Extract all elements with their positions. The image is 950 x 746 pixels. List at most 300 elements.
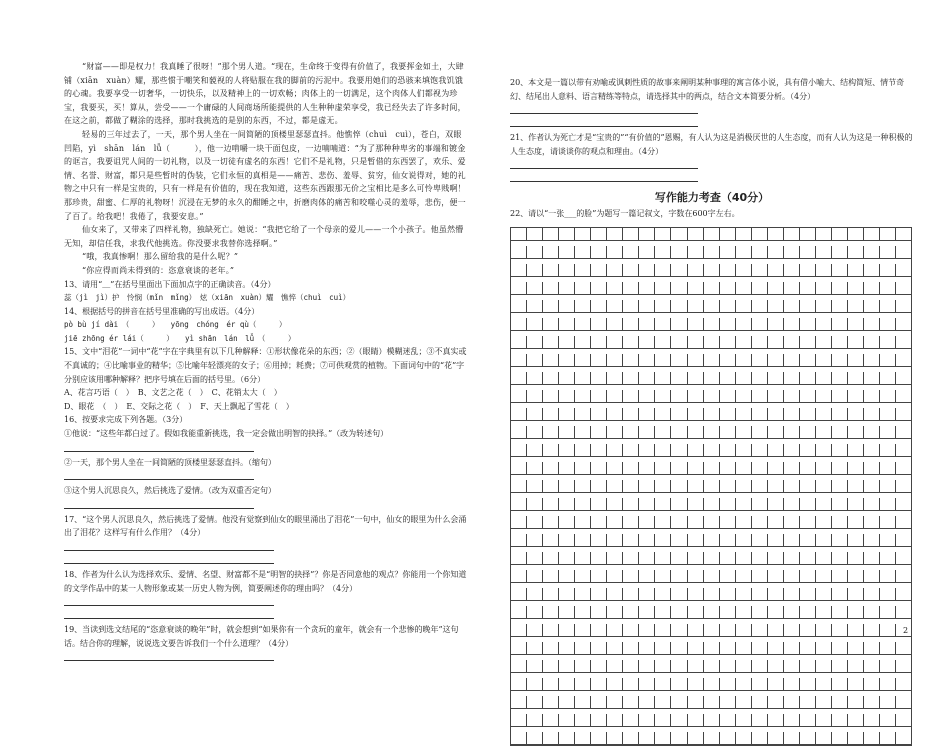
grid-cell[interactable] [655,660,671,672]
grid-cell[interactable] [671,372,687,384]
grid-cell[interactable] [752,642,768,654]
grid-cell[interactable] [543,444,559,456]
grid-cell[interactable] [784,408,800,420]
grid-cell[interactable] [591,336,607,348]
grid-cell[interactable] [623,552,639,564]
grid-cell[interactable] [736,372,752,384]
grid-cell[interactable] [896,642,911,654]
grid-cell[interactable] [864,516,880,528]
grid-cell[interactable] [591,534,607,546]
grid-cell[interactable] [655,228,671,240]
grid-cell[interactable] [832,498,848,510]
grid-cell[interactable] [784,642,800,654]
grid-cell[interactable] [752,552,768,564]
grid-cell[interactable] [864,606,880,618]
grid-cell[interactable] [559,426,575,438]
grid-cell[interactable] [511,516,527,528]
grid-cell[interactable] [816,516,832,528]
grid-cell[interactable] [559,372,575,384]
grid-cell[interactable] [896,534,911,546]
grid-cell[interactable] [800,282,816,294]
grid-cell[interactable] [896,696,911,708]
grid-cell[interactable] [623,336,639,348]
grid-cell[interactable] [848,408,864,420]
grid-cell[interactable] [752,336,768,348]
grid-cell[interactable] [832,390,848,402]
grid-cell[interactable] [768,426,784,438]
grid-cell[interactable] [639,264,655,276]
grid-cell[interactable] [671,606,687,618]
grid-cell[interactable] [816,498,832,510]
grid-cell[interactable] [896,660,911,672]
grid-cell[interactable] [736,318,752,330]
grid-cell[interactable] [591,624,607,636]
grid-cell[interactable] [864,264,880,276]
grid-cell[interactable] [655,606,671,618]
grid-cell[interactable] [736,696,752,708]
grid-cell[interactable] [800,246,816,258]
grid-cell[interactable] [784,462,800,474]
grid-cell[interactable] [543,408,559,420]
grid-cell[interactable] [848,606,864,618]
grid-cell[interactable] [655,408,671,420]
grid-cell[interactable] [832,444,848,456]
grid-cell[interactable] [832,246,848,258]
grid-cell[interactable] [864,714,880,726]
grid-cell[interactable] [688,264,704,276]
grid-cell[interactable] [784,336,800,348]
grid-cell[interactable] [688,624,704,636]
grid-cell[interactable] [816,228,832,240]
grid-cell[interactable] [848,642,864,654]
grid-cell[interactable] [623,606,639,618]
grid-cell[interactable] [752,606,768,618]
grid-cell[interactable] [655,300,671,312]
grid-cell[interactable] [559,246,575,258]
grid-cell[interactable] [704,408,720,420]
grid-cell[interactable] [800,660,816,672]
grid-cell[interactable] [720,480,736,492]
grid-cell[interactable] [527,354,543,366]
grid-cell[interactable] [784,318,800,330]
grid-cell[interactable] [720,408,736,420]
grid-cell[interactable] [543,678,559,690]
grid-cell[interactable] [607,354,623,366]
grid-cell[interactable] [511,228,527,240]
grid-cell[interactable] [768,642,784,654]
grid-cell[interactable] [623,642,639,654]
grid-cell[interactable] [752,498,768,510]
grid-cell[interactable] [511,408,527,420]
grid-cell[interactable] [816,390,832,402]
grid-cell[interactable] [559,516,575,528]
grid-cell[interactable] [816,444,832,456]
grid-cell[interactable] [816,696,832,708]
grid-cell[interactable] [688,228,704,240]
grid-cell[interactable] [623,462,639,474]
grid-cell[interactable] [704,606,720,618]
grid-cell[interactable] [607,516,623,528]
grid-cell[interactable] [511,264,527,276]
grid-cell[interactable] [671,354,687,366]
grid-cell[interactable] [896,516,911,528]
grid-cell[interactable] [639,678,655,690]
grid-cell[interactable] [575,318,591,330]
grid-cell[interactable] [688,354,704,366]
grid-cell[interactable] [768,300,784,312]
answer-line[interactable] [64,500,254,509]
grid-cell[interactable] [543,552,559,564]
grid-cell[interactable] [543,714,559,726]
grid-cell[interactable] [575,714,591,726]
grid-cell[interactable] [752,624,768,636]
grid-cell[interactable] [623,732,639,744]
grid-cell[interactable] [623,678,639,690]
grid-cell[interactable] [511,282,527,294]
grid-cell[interactable] [527,642,543,654]
grid-cell[interactable] [704,732,720,744]
grid-cell[interactable] [671,462,687,474]
grid-cell[interactable] [704,336,720,348]
grid-cell[interactable] [832,318,848,330]
grid-cell[interactable] [736,642,752,654]
grid-cell[interactable] [720,336,736,348]
grid-cell[interactable] [832,552,848,564]
grid-cell[interactable] [832,534,848,546]
grid-cell[interactable] [752,318,768,330]
grid-cell[interactable] [800,534,816,546]
grid-cell[interactable] [607,696,623,708]
grid-cell[interactable] [688,732,704,744]
grid-cell[interactable] [511,390,527,402]
grid-cell[interactable] [832,642,848,654]
grid-cell[interactable] [671,282,687,294]
grid-cell[interactable] [752,660,768,672]
grid-cell[interactable] [639,552,655,564]
grid-cell[interactable] [623,714,639,726]
grid-cell[interactable] [768,696,784,708]
grid-cell[interactable] [527,228,543,240]
grid-cell[interactable] [655,336,671,348]
grid-cell[interactable] [864,678,880,690]
grid-cell[interactable] [704,354,720,366]
grid-cell[interactable] [607,534,623,546]
grid-cell[interactable] [832,264,848,276]
grid-cell[interactable] [864,696,880,708]
grid-cell[interactable] [623,264,639,276]
grid-cell[interactable] [591,678,607,690]
grid-cell[interactable] [880,660,896,672]
grid-cell[interactable] [816,282,832,294]
grid-cell[interactable] [832,480,848,492]
grid-cell[interactable] [768,408,784,420]
grid-cell[interactable] [800,732,816,744]
grid-cell[interactable] [800,516,816,528]
grid-cell[interactable] [655,480,671,492]
grid-cell[interactable] [543,498,559,510]
grid-cell[interactable] [864,300,880,312]
grid-cell[interactable] [639,426,655,438]
grid-cell[interactable] [559,480,575,492]
grid-cell[interactable] [832,462,848,474]
grid-cell[interactable] [848,336,864,348]
grid-cell[interactable] [655,732,671,744]
grid-cell[interactable] [575,264,591,276]
grid-cell[interactable] [639,462,655,474]
grid-cell[interactable] [671,534,687,546]
grid-cell[interactable] [752,462,768,474]
grid-cell[interactable] [543,732,559,744]
grid-cell[interactable] [655,696,671,708]
answer-line[interactable] [64,542,274,551]
grid-cell[interactable] [591,462,607,474]
grid-cell[interactable] [639,660,655,672]
grid-cell[interactable] [591,714,607,726]
grid-cell[interactable] [688,660,704,672]
grid-cell[interactable] [864,624,880,636]
grid-cell[interactable] [671,318,687,330]
grid-cell[interactable] [559,408,575,420]
grid-cell[interactable] [800,462,816,474]
grid-cell[interactable] [736,552,752,564]
grid-cell[interactable] [575,354,591,366]
grid-cell[interactable] [784,732,800,744]
grid-cell[interactable] [800,354,816,366]
grid-cell[interactable] [671,570,687,582]
grid-cell[interactable] [896,264,911,276]
grid-cell[interactable] [655,552,671,564]
grid-cell[interactable] [591,372,607,384]
grid-cell[interactable] [864,426,880,438]
grid-cell[interactable] [591,606,607,618]
grid-cell[interactable] [816,732,832,744]
grid-cell[interactable] [704,624,720,636]
grid-cell[interactable] [704,534,720,546]
grid-cell[interactable] [527,246,543,258]
grid-cell[interactable] [543,534,559,546]
grid-cell[interactable] [800,264,816,276]
grid-cell[interactable] [527,336,543,348]
grid-cell[interactable] [575,336,591,348]
grid-cell[interactable] [816,480,832,492]
grid-cell[interactable] [591,408,607,420]
grid-cell[interactable] [704,300,720,312]
grid-cell[interactable] [800,498,816,510]
grid-cell[interactable] [704,462,720,474]
grid-cell[interactable] [671,552,687,564]
grid-cell[interactable] [704,426,720,438]
grid-cell[interactable] [623,318,639,330]
grid-cell[interactable] [848,426,864,438]
grid-cell[interactable] [864,642,880,654]
grid-cell[interactable] [848,660,864,672]
grid-cell[interactable] [591,732,607,744]
grid-cell[interactable] [768,552,784,564]
grid-cell[interactable] [864,318,880,330]
grid-cell[interactable] [704,678,720,690]
grid-cell[interactable] [671,732,687,744]
grid-cell[interactable] [832,300,848,312]
grid-cell[interactable] [736,516,752,528]
grid-cell[interactable] [511,246,527,258]
grid-cell[interactable] [591,390,607,402]
grid-cell[interactable] [784,570,800,582]
grid-cell[interactable] [688,588,704,600]
grid-cell[interactable] [720,228,736,240]
grid-cell[interactable] [543,606,559,618]
grid-cell[interactable] [511,462,527,474]
grid-cell[interactable] [639,444,655,456]
grid-cell[interactable] [559,318,575,330]
grid-cell[interactable] [800,228,816,240]
grid-cell[interactable] [559,732,575,744]
grid-cell[interactable] [752,444,768,456]
grid-cell[interactable] [768,606,784,618]
grid-cell[interactable] [736,444,752,456]
grid-cell[interactable] [736,678,752,690]
grid-cell[interactable] [559,444,575,456]
grid-cell[interactable] [655,354,671,366]
grid-cell[interactable] [623,588,639,600]
grid-cell[interactable] [655,624,671,636]
grid-cell[interactable] [784,390,800,402]
grid-cell[interactable] [880,246,896,258]
grid-cell[interactable] [575,246,591,258]
grid-cell[interactable] [607,372,623,384]
grid-cell[interactable] [527,696,543,708]
grid-cell[interactable] [896,552,911,564]
grid-cell[interactable] [704,660,720,672]
grid-cell[interactable] [655,570,671,582]
grid-cell[interactable] [880,444,896,456]
grid-cell[interactable] [559,660,575,672]
grid-cell[interactable] [575,606,591,618]
grid-cell[interactable] [880,372,896,384]
grid-cell[interactable] [848,318,864,330]
grid-cell[interactable] [752,390,768,402]
grid-cell[interactable] [704,714,720,726]
grid-cell[interactable] [575,300,591,312]
grid-cell[interactable] [623,372,639,384]
grid-cell[interactable] [736,570,752,582]
grid-cell[interactable] [768,462,784,474]
grid-cell[interactable] [720,624,736,636]
grid-cell[interactable] [736,588,752,600]
grid-cell[interactable] [816,534,832,546]
grid-cell[interactable] [880,264,896,276]
grid-cell[interactable] [816,354,832,366]
grid-cell[interactable] [639,642,655,654]
grid-cell[interactable] [688,372,704,384]
grid-cell[interactable] [607,444,623,456]
grid-cell[interactable] [688,498,704,510]
grid-cell[interactable] [704,552,720,564]
grid-cell[interactable] [704,516,720,528]
grid-cell[interactable] [527,678,543,690]
grid-cell[interactable] [688,552,704,564]
answer-line[interactable] [64,652,274,661]
grid-cell[interactable] [527,714,543,726]
grid-cell[interactable] [623,534,639,546]
grid-cell[interactable] [543,426,559,438]
grid-cell[interactable] [527,660,543,672]
grid-cell[interactable] [896,480,911,492]
grid-cell[interactable] [864,534,880,546]
grid-cell[interactable] [623,624,639,636]
grid-cell[interactable] [688,696,704,708]
grid-cell[interactable] [800,678,816,690]
grid-cell[interactable] [639,696,655,708]
grid-cell[interactable] [688,462,704,474]
grid-cell[interactable] [880,408,896,420]
grid-cell[interactable] [784,228,800,240]
grid-cell[interactable] [688,408,704,420]
grid-cell[interactable] [543,462,559,474]
grid-cell[interactable] [688,336,704,348]
grid-cell[interactable] [543,642,559,654]
grid-cell[interactable] [607,732,623,744]
grid-cell[interactable] [896,588,911,600]
grid-cell[interactable] [752,534,768,546]
grid-cell[interactable] [720,678,736,690]
grid-cell[interactable] [639,516,655,528]
grid-cell[interactable] [784,678,800,690]
grid-cell[interactable] [896,318,911,330]
grid-cell[interactable] [591,282,607,294]
grid-cell[interactable] [655,462,671,474]
grid-cell[interactable] [655,516,671,528]
grid-cell[interactable] [864,480,880,492]
grid-cell[interactable] [527,264,543,276]
grid-cell[interactable] [784,282,800,294]
grid-cell[interactable] [623,426,639,438]
grid-cell[interactable] [688,426,704,438]
grid-cell[interactable] [720,714,736,726]
grid-cell[interactable] [591,246,607,258]
grid-cell[interactable] [543,228,559,240]
grid-cell[interactable] [527,552,543,564]
grid-cell[interactable] [752,372,768,384]
grid-cell[interactable] [768,732,784,744]
grid-cell[interactable] [848,732,864,744]
grid-cell[interactable] [688,480,704,492]
grid-cell[interactable] [864,246,880,258]
grid-cell[interactable] [655,372,671,384]
grid-cell[interactable] [623,480,639,492]
grid-cell[interactable] [639,624,655,636]
grid-cell[interactable] [511,660,527,672]
grid-cell[interactable] [591,444,607,456]
grid-cell[interactable] [832,516,848,528]
grid-cell[interactable] [688,390,704,402]
grid-cell[interactable] [864,462,880,474]
grid-cell[interactable] [671,444,687,456]
grid-cell[interactable] [623,570,639,582]
grid-cell[interactable] [607,264,623,276]
grid-cell[interactable] [752,300,768,312]
grid-cell[interactable] [671,246,687,258]
grid-cell[interactable] [720,300,736,312]
grid-cell[interactable] [768,516,784,528]
grid-cell[interactable] [527,318,543,330]
grid-cell[interactable] [864,228,880,240]
grid-cell[interactable] [752,588,768,600]
grid-cell[interactable] [816,624,832,636]
grid-cell[interactable] [880,714,896,726]
grid-cell[interactable] [704,372,720,384]
grid-cell[interactable] [720,390,736,402]
grid-cell[interactable] [511,678,527,690]
